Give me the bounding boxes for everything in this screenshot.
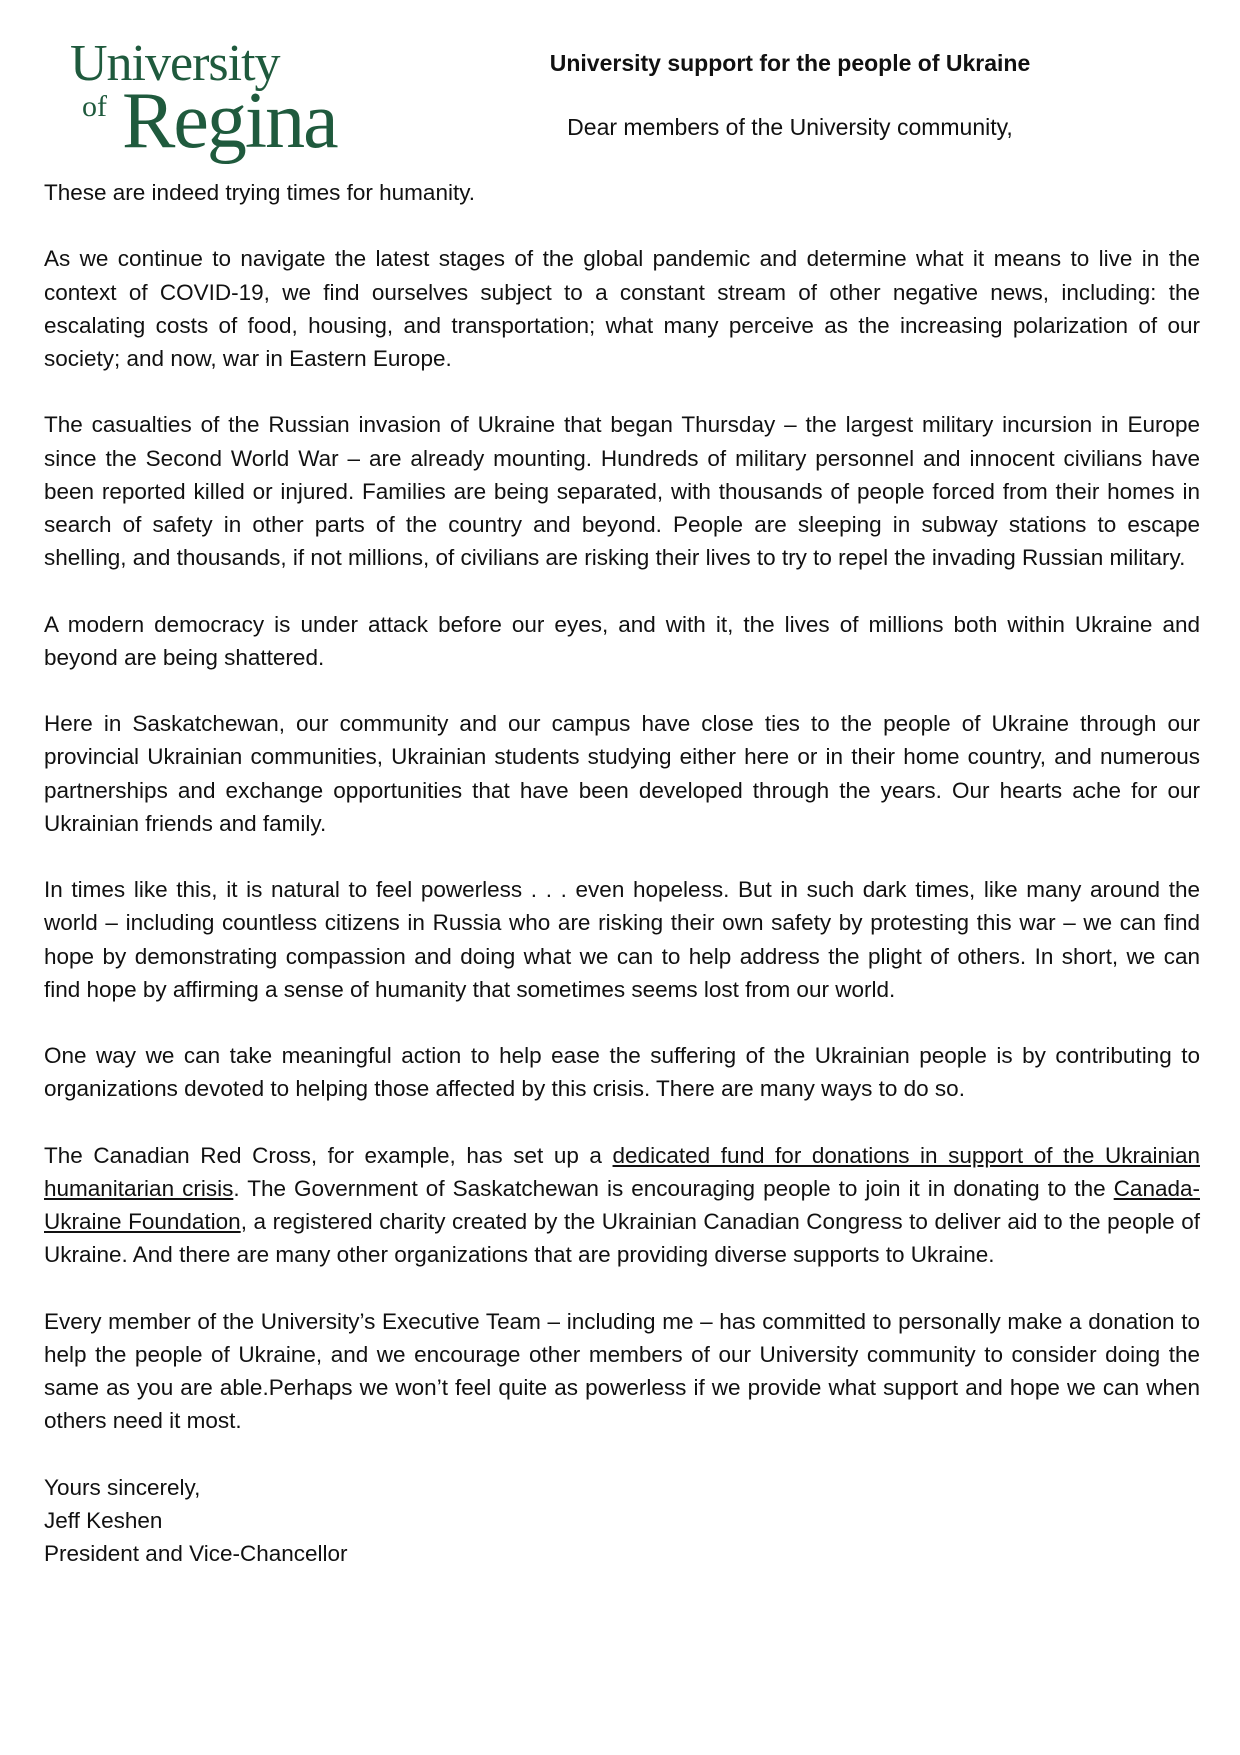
- paragraph-democracy: A modern democracy is under attack before our eyes, and with it, the lives of millions both within Ukraine and beyond are being shattered.: [44, 611, 1200, 670]
- paragraph-intro: These are indeed trying times for humanity.: [44, 180, 476, 205]
- paragraph-hope: In times like this, it is natural to feel powerless . . . even hopeless. But in such dark times, like many around the world – including countless citizens in Russia who are risking their own safety by protesting this war – we can find hope by demonstrating compassion and doing what we can to help address the plight of others. In short, we can find hope by affirming a sense of humanity that sometimes seems lost from our world.: [44, 877, 1200, 1002]
- donations-text-1: The Canadian Red Cross, for example, has set up a: [44, 1142, 613, 1168]
- paragraph-pandemic: As we continue to navigate the latest stages of the global pandemic and determine what it means to live in the context of COVID-19, we find ourselves subject to a constant stream of other negative news, including: the escalating costs of food, housing, and transportation; what many perceive as the increasing polarization of our society; and now, war in Eastern Europe.: [44, 246, 1200, 371]
- letter-salutation: Dear members of the University community,: [567, 114, 1013, 140]
- red-cross-fund-link[interactable]: dedicated fund for donations in support of the Ukrainian humanitarian crisis: [44, 1142, 1200, 1201]
- donations-text-3: , a registered charity created by the Ukrainian Canadian Congress to deliver aid to the people of Ukraine. And there are many other organizations that are providing diverse supports to Ukraine.: [44, 1209, 1200, 1268]
- signature-block: [44, 1471, 1200, 1571]
- logo-text-university: University: [70, 35, 280, 92]
- university-of-regina-logo: [68, 36, 368, 166]
- signature-name: Jeff Keshen: [44, 1507, 163, 1533]
- donations-text-2: . The Government of Saskatchewan is encouraging people to join it in donating to the: [233, 1175, 1114, 1201]
- letter-title: University support for the people of Ukraine: [549, 50, 1031, 76]
- logo-text-of: of: [82, 90, 107, 123]
- paragraph-action: One way we can take meaningful action to help ease the suffering of the Ukrainian people is by contributing to organizations devoted to helping those affected by this crisis. There are many ways to do so.: [44, 1043, 1200, 1102]
- paragraph-saskatchewan: Here in Saskatchewan, our community and our campus have close ties to the people of Ukraine through our provincial Ukrainian communities, Ukrainian students studying either here or in their home country, and numerous partnerships and exchange opportunities that have been developed through the years. Our hearts ache for our Ukrainian friends and family.: [44, 711, 1200, 836]
- signature-title: President and Vice-Chancellor: [44, 1541, 348, 1567]
- paragraph-invasion: The casualties of the Russian invasion of Ukraine that began Thursday – the largest military incursion in Europe since the Second World War – are already mounting. Hundreds of military personnel and innocent civilians have been reported killed or injured. Families are being separated, with thousands of people forced from their homes in search of safety in other parts of the country and beyond. People are sleeping in subway stations to escape shelling, and thousands, if not millions, of civilians are risking their lives to try to repel the invading Russian military.: [44, 412, 1200, 571]
- logo-text-regina: Regina: [122, 77, 337, 165]
- paragraph-donations: [44, 1139, 1200, 1272]
- letter-body: [44, 176, 1200, 1570]
- signature-closing: Yours sincerely,: [44, 1474, 201, 1500]
- canada-ukraine-foundation-link[interactable]: Canada-Ukraine Foundation: [44, 1175, 1200, 1235]
- paragraph-executive-team: Every member of the University’s Executive Team – including me – has committed to personally make a donation to help the people of Ukraine, and we encourage other members of our University community to consider doing the same as you are able.Perhaps we won’t feel quite as powerless if we provide what support and hope we can when others need it most.: [44, 1308, 1200, 1434]
